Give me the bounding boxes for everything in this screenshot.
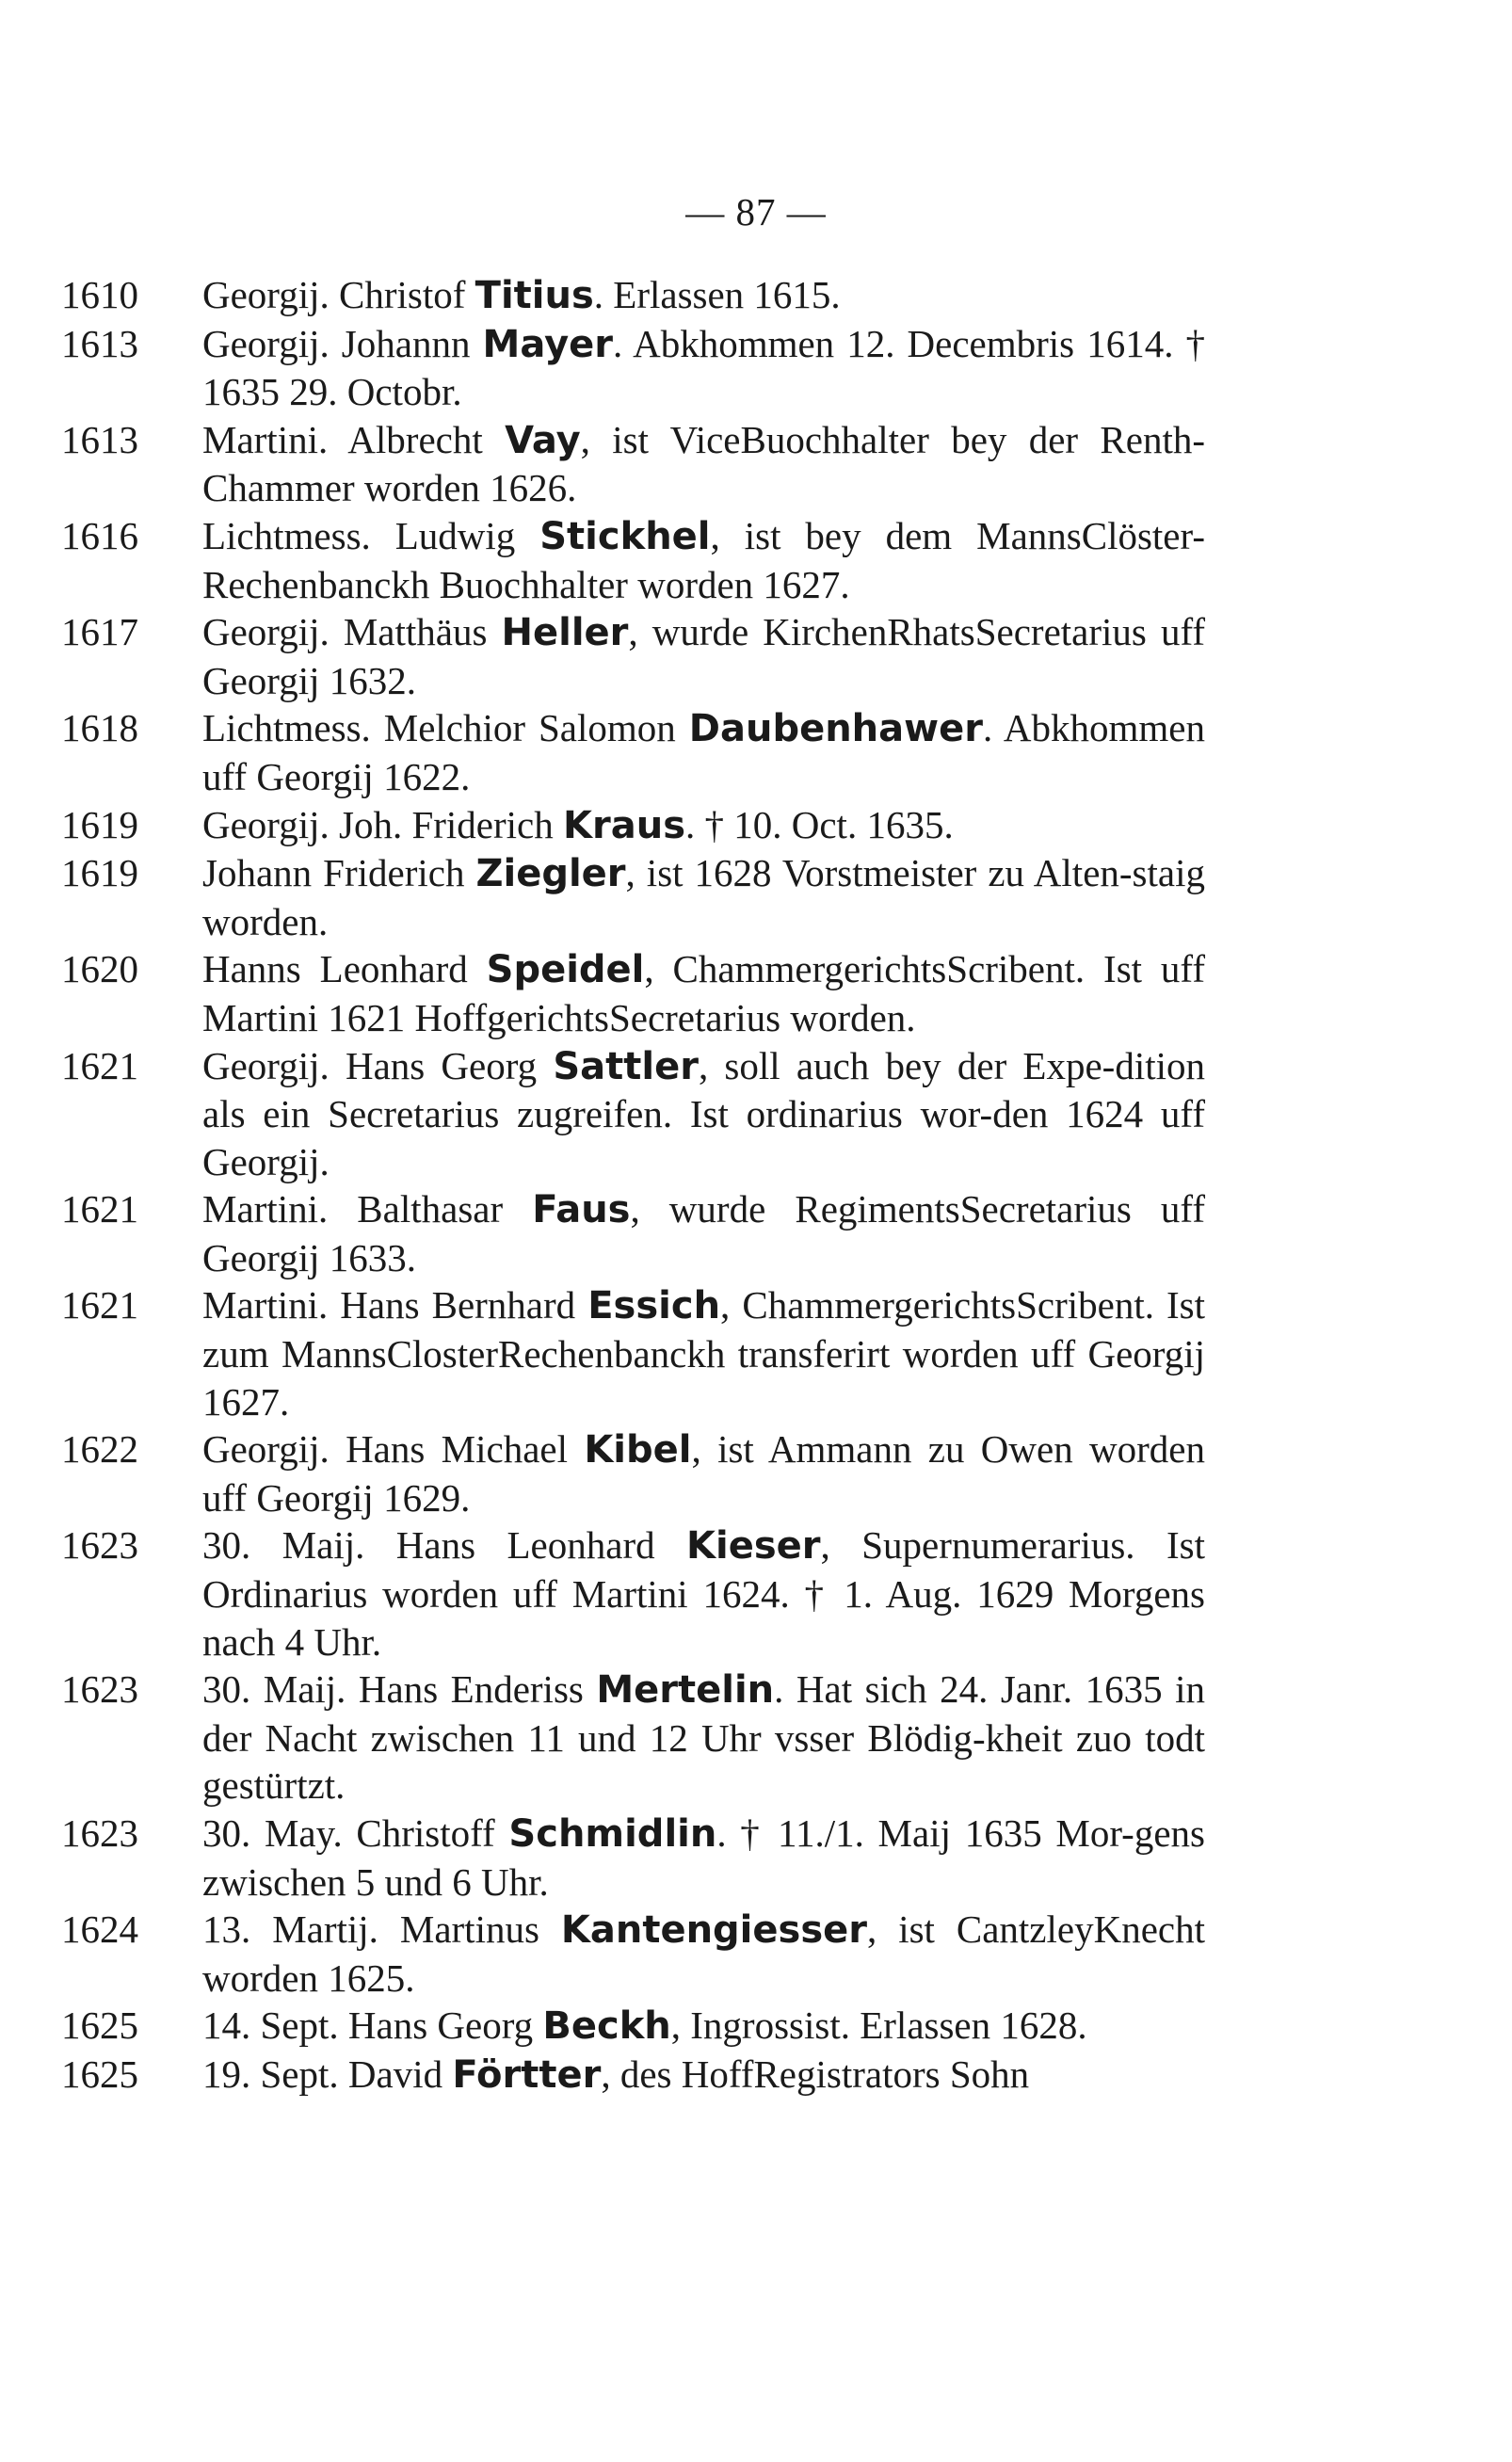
entry-text: . † 10. Oct. 1635. bbox=[685, 802, 954, 846]
entry-text: , ist bey dem MannsClöster-Rechenbanckh Buochhalter worden 1627. bbox=[202, 513, 1205, 606]
list-item bbox=[61, 320, 1205, 416]
entry-text: , Supernumerarius. Ist Ordinarius worden uff Martini 1624. † 1. Aug. 1629 Morgens nach 4 Uhr. bbox=[202, 1523, 1205, 1664]
list-item bbox=[61, 1906, 1205, 2002]
entry-name: Stickhel bbox=[539, 514, 711, 558]
entry-text: Georgij. Hans Georg bbox=[202, 1043, 554, 1087]
entry-name: Speidel bbox=[486, 948, 645, 992]
entry-name: Kantengiesser bbox=[560, 1908, 867, 1953]
entry-text: . Abkhommen 12. Decembris 1614. † 1635 29. Octobr. bbox=[202, 321, 1206, 414]
entry-year: 1623 bbox=[61, 1811, 138, 1855]
entry-text: 30. Maij. Hans Leonhard bbox=[202, 1523, 687, 1568]
list-item bbox=[61, 271, 1205, 320]
entry-year: 1613 bbox=[61, 417, 138, 461]
entry-text: , ist Ammann zu Owen worden uff Georgij 1629. bbox=[202, 1427, 1205, 1520]
entry-year: 1619 bbox=[61, 851, 138, 895]
entry-name: Kraus bbox=[563, 803, 685, 847]
entry-year: 1623 bbox=[61, 1667, 138, 1712]
list-item bbox=[61, 1425, 1205, 1521]
list-item bbox=[61, 704, 1205, 800]
list-item bbox=[61, 512, 1205, 608]
entry-text: , wurde KirchenRhatsSecretarius uff Georgij 1632. bbox=[202, 610, 1206, 702]
entry-text: , ist ViceBuochhalter bey der Renth-Chammer worden 1626. bbox=[202, 417, 1205, 510]
page-number: — 87 — bbox=[685, 190, 827, 233]
entry-name: Heller bbox=[501, 611, 629, 655]
entry-text: Martini. Balthasar bbox=[202, 1187, 533, 1231]
list-item bbox=[61, 801, 1205, 850]
entry-year: 1623 bbox=[61, 1523, 138, 1568]
entry-text: . Hat sich 24. Janr. 1635 in der Nacht zwischen 11 und 12 Uhr vsser Blödig-kheit zuo todt gestürtzt. bbox=[202, 1667, 1205, 1808]
entry-text: , Ingrossist. Erlassen 1628. bbox=[670, 2003, 1087, 2048]
entry-text: , ist CantzleyKnecht worden 1625. bbox=[202, 1907, 1205, 2000]
entry-year: 1621 bbox=[61, 1043, 138, 1087]
entry-text: 19. Sept. David bbox=[202, 2052, 453, 2096]
entry-year: 1624 bbox=[61, 1907, 138, 1952]
entry-year: 1620 bbox=[61, 947, 138, 991]
entry-year: 1618 bbox=[61, 706, 138, 750]
entry-text: , wurde RegimentsSecretarius uff Georgij 1633. bbox=[202, 1187, 1205, 1279]
entry-year: 1625 bbox=[61, 2052, 138, 2096]
entry-text: Georgij. Johannn bbox=[202, 321, 483, 365]
entry-name: Beckh bbox=[542, 2004, 671, 2049]
entry-text: , ist 1628 Vorstmeister zu Alten-staig worden. bbox=[202, 851, 1205, 943]
entry-text: 13. Martij. Martinus bbox=[202, 1907, 561, 1952]
entry-name: Essich bbox=[587, 1284, 721, 1328]
entry-name: Vay bbox=[505, 418, 581, 462]
entry-year: 1613 bbox=[61, 321, 138, 365]
list-item bbox=[61, 1810, 1205, 1906]
entry-text: , des HoffRegistrators Sohn bbox=[601, 2052, 1030, 2096]
entry-name: Ziegler bbox=[475, 852, 626, 896]
list-item bbox=[61, 849, 1205, 945]
entry-name: Faus bbox=[532, 1188, 631, 1232]
list-item bbox=[61, 2002, 1205, 2051]
entry-text: . Abkhommen uff Georgij 1622. bbox=[202, 706, 1206, 798]
entry-year: 1622 bbox=[61, 1427, 138, 1472]
list-item bbox=[61, 416, 1205, 512]
entry-text: Johann Friderich bbox=[202, 851, 476, 895]
entry-text: Lichtmess. Ludwig bbox=[202, 513, 540, 557]
list-item bbox=[61, 1665, 1205, 1810]
entry-text: Lichtmess. Melchior Salomon bbox=[202, 706, 689, 750]
entry-text: Hanns Leonhard bbox=[202, 947, 487, 991]
list-item bbox=[61, 1042, 1205, 1186]
entry-text: 14. Sept. Hans Georg bbox=[202, 2003, 543, 2048]
entry-year: 1610 bbox=[61, 273, 138, 316]
entry-text: Georgij. Christof bbox=[202, 273, 475, 316]
entry-name: Mertelin bbox=[596, 1668, 775, 1713]
entry-year: 1621 bbox=[61, 1283, 138, 1328]
entry-year: 1616 bbox=[61, 513, 138, 557]
entry-year: 1621 bbox=[61, 1187, 138, 1231]
entry-name: Mayer bbox=[482, 322, 614, 366]
entry-text: 30. Maij. Hans Enderiss bbox=[202, 1667, 597, 1712]
entry-text: . † 11./1. Maij 1635 Mor-gens zwischen 5 und 6 Uhr. bbox=[202, 1811, 1205, 1904]
entry-text: Georgij. Matthäus bbox=[202, 610, 502, 654]
entry-text: 30. May. Christoff bbox=[202, 1811, 509, 1855]
entry-year: 1619 bbox=[61, 802, 138, 846]
list-item bbox=[61, 945, 1205, 1041]
entry-name: Kieser bbox=[686, 1524, 821, 1569]
list-item bbox=[61, 2051, 1205, 2100]
entry-text: Georgij. Joh. Friderich bbox=[202, 802, 563, 846]
entry-name: Förtter bbox=[452, 2052, 602, 2097]
entry-text: , ChammergerichtsScribent. Ist uff Martini 1621 HoffgerichtsSecretarius worden. bbox=[202, 947, 1205, 1039]
list-item bbox=[61, 608, 1205, 704]
entry-text: Georgij. Hans Michael bbox=[202, 1427, 585, 1472]
entry-year: 1617 bbox=[61, 610, 138, 654]
entry-text: , ChammergerichtsScribent. Ist zum MannsClosterRechenbanckh transferirt worden uff Georgij 1627. bbox=[202, 1283, 1206, 1424]
entry-name: Daubenhawer bbox=[688, 707, 983, 751]
list-item bbox=[61, 1281, 1205, 1425]
entry-name: Schmidlin bbox=[508, 1812, 717, 1856]
list-item bbox=[61, 1521, 1205, 1665]
entry-year: 1625 bbox=[61, 2003, 138, 2048]
entry-text: Martini. Albrecht bbox=[202, 417, 506, 461]
entry-name: Titius bbox=[475, 274, 594, 317]
entry-name: Kibel bbox=[584, 1428, 692, 1472]
entry-name: Sattler bbox=[553, 1044, 699, 1088]
entry-text: Martini. Hans Bernhard bbox=[202, 1283, 588, 1328]
list-item bbox=[61, 1185, 1205, 1281]
entry-list bbox=[61, 271, 1205, 2100]
entry-text: . Erlassen 1615. bbox=[593, 273, 841, 316]
entry-text: , soll auch bey der Expe-dition als ein Secretarius zugreifen. Ist ordinarius wor-den 1624 uff Georgij. bbox=[202, 1043, 1205, 1183]
